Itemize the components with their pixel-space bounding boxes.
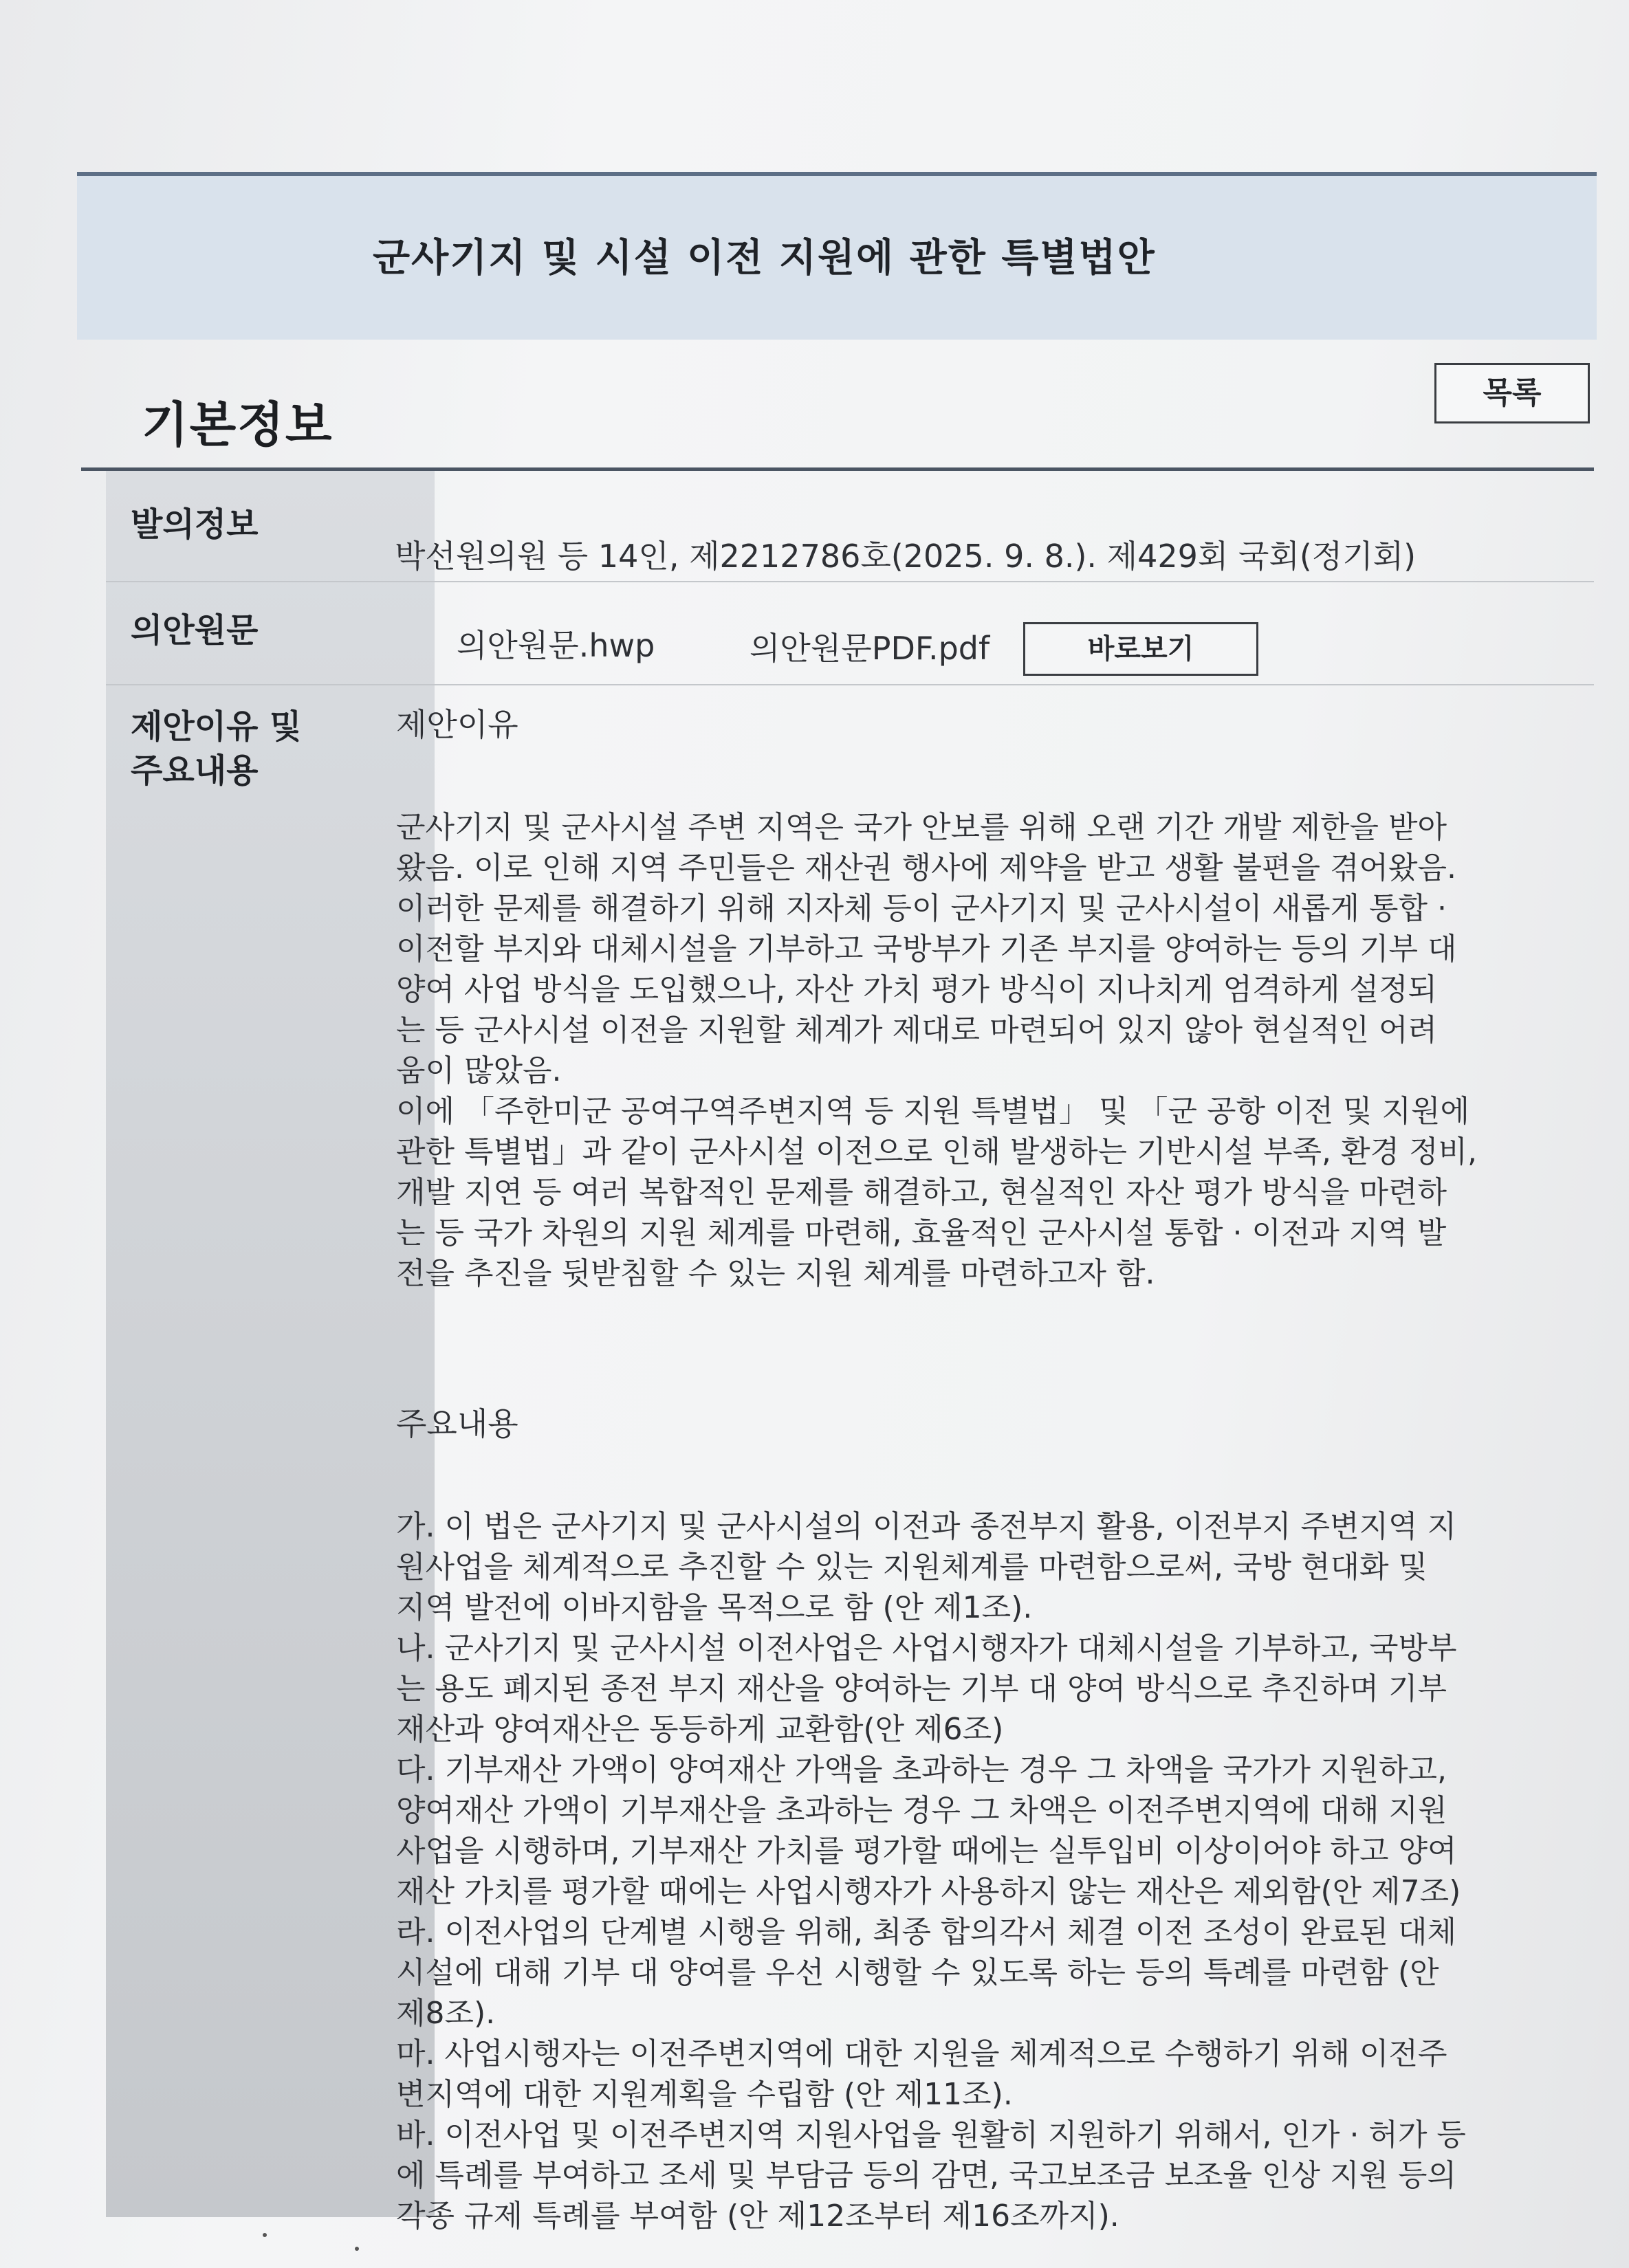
- text-line: 나. 군사기지 및 군사시설 이전사업은 사업시행자가 대체시설을 기부하고, 국방부: [396, 1631, 1457, 1666]
- row-label-content: [131, 705, 302, 793]
- text-line: 재산 가치를 평가할 때에는 사업시행자가 사용하지 않는 재산은 제외함(안 제7조): [396, 1874, 1461, 1909]
- main-text: [396, 1506, 1606, 2236]
- text-line: 이전할 부지와 대체시설을 기부하고 국방부가 기존 부지를 양여하는 등의 기부 대: [396, 932, 1457, 967]
- text-line: 전을 추진을 뒷받침할 수 있는 지원 체계를 마련하고자 함.: [396, 1256, 1155, 1291]
- proposal-value: 박선원의원 등 14인, 제2212786호(2025. 9. 8.). 제429회 국회(정기회): [395, 538, 1417, 575]
- text-line: 에 특례를 부여하고 조세 및 부담금 등의 감면, 국고보조금 보조율 인상 지원 등의: [396, 2158, 1456, 2193]
- bill-title: 군사기지 및 시설 이전 지원에 관한 특별법안: [373, 236, 1156, 280]
- smudge-dot: [263, 2233, 267, 2237]
- text-line: 이러한 문제를 해결하기 위해 지자체 등이 군사기지 및 군사시설이 새롭게 통합 ·: [396, 891, 1447, 926]
- pdf-file-link[interactable]: 의안원문PDF.pdf: [750, 630, 990, 667]
- text-line: 는 등 군사시설 이전을 지원할 체계가 제대로 마련되어 있지 않아 현실적인 어려: [396, 1013, 1437, 1048]
- text-line: 제8조).: [396, 1996, 496, 2031]
- text-line: 왔음. 이로 인해 지역 주민들은 재산권 행사에 제약을 받고 생활 불편을 겪어왔음.: [396, 850, 1456, 885]
- list-button[interactable]: 목록: [1434, 363, 1590, 423]
- view-button[interactable]: 바로보기: [1023, 622, 1258, 676]
- text-line: 재산과 양여재산은 동등하게 교환함(안 제6조): [396, 1712, 1004, 1747]
- row-label-content-line1: 제안이유 및: [131, 707, 302, 746]
- row-divider: [106, 581, 1594, 582]
- text-line: 사업을 시행하며, 기부재산 가치를 평가할 때에는 실투입비 이상이어야 하고 양여: [396, 1834, 1457, 1869]
- title-bar: [77, 172, 1597, 340]
- text-line: 다. 기부재산 가액이 양여재산 가액을 초과하는 경우 그 차액을 국가가 지원하고,: [396, 1752, 1447, 1787]
- text-line: 원사업을 체계적으로 추진할 수 있는 지원체계를 마련함으로써, 국방 현대화 및: [396, 1550, 1428, 1585]
- text-line: 지역 발전에 이바지함을 목적으로 함 (안 제1조).: [396, 1590, 1033, 1625]
- text-line: 는 용도 폐지된 종전 부지 재산을 양여하는 기부 대 양여 방식으로 추진하며 기부: [396, 1671, 1447, 1706]
- text-line: 마. 사업시행자는 이전주변지역에 대한 지원을 체계적으로 수행하기 위해 이전주: [396, 2036, 1447, 2071]
- text-line: 양여 사업 방식을 도입했으나, 자산 가치 평가 방식이 지나치게 엄격하게 설정되: [396, 972, 1437, 1007]
- text-line: 는 등 국가 차원의 지원 체계를 마련해, 효율적인 군사시설 통합 · 이전과 지역 발: [396, 1215, 1447, 1251]
- text-line: 가. 이 법은 군사기지 및 군사시설의 이전과 종전부지 활용, 이전부지 주변지역 지: [396, 1509, 1456, 1544]
- text-line: 바. 이전사업 및 이전주변지역 지원사업을 원활히 지원하기 위해서, 인가 · 허가 등: [396, 2117, 1466, 2153]
- text-line: 시설에 대해 기부 대 양여를 우선 시행할 수 있도록 하는 등의 특례를 마련함 (안: [396, 1955, 1439, 1990]
- hwp-file-link[interactable]: 의안원문.hwp: [457, 627, 655, 664]
- text-line: 움이 많았음.: [396, 1053, 562, 1088]
- row-label-proposal: 발의정보: [131, 505, 259, 544]
- main-heading: 주요내용: [396, 1405, 518, 1442]
- text-line: 라. 이전사업의 단계별 시행을 위해, 최종 합의각서 체결 이전 조성이 완료된 대체: [396, 1915, 1456, 1950]
- row-divider: [106, 684, 1594, 685]
- text-line: 군사기지 및 군사시설 주변 지역은 국가 안보를 위해 오랜 기간 개발 제한을 받아: [396, 810, 1447, 845]
- info-table: [81, 467, 1594, 2234]
- smudge-dot: [355, 2247, 359, 2251]
- text-line: 관한 특별법」과 같이 군사시설 이전으로 인해 발생하는 기반시설 부족, 환경 정비,: [396, 1134, 1477, 1169]
- text-line: 변지역에 대한 지원계획을 수립함 (안 제11조).: [396, 2077, 1013, 2112]
- text-line: 양여재산 가액이 기부재산을 초과하는 경우 그 차액은 이전주변지역에 대해 지원: [396, 1793, 1447, 1828]
- text-line: 이에 「주한미군 공여구역주변지역 등 지원 특별법」 및 「군 공항 이전 및 지원에: [396, 1094, 1469, 1129]
- row-label-content-line2: 주요내용: [131, 751, 259, 790]
- reason-heading: 제안이유: [396, 706, 518, 743]
- section-heading: 기본정보: [142, 397, 334, 453]
- row-label-original: 의안원문: [131, 611, 259, 650]
- content-body: [396, 705, 1606, 2236]
- text-line: 개발 지연 등 여러 복합적인 문제를 해결하고, 현실적인 자산 평가 방식을 마련하: [396, 1175, 1447, 1210]
- text-line: 각종 규제 특례를 부여함 (안 제12조부터 제16조까지).: [396, 2199, 1119, 2234]
- reason-text: [396, 807, 1606, 1294]
